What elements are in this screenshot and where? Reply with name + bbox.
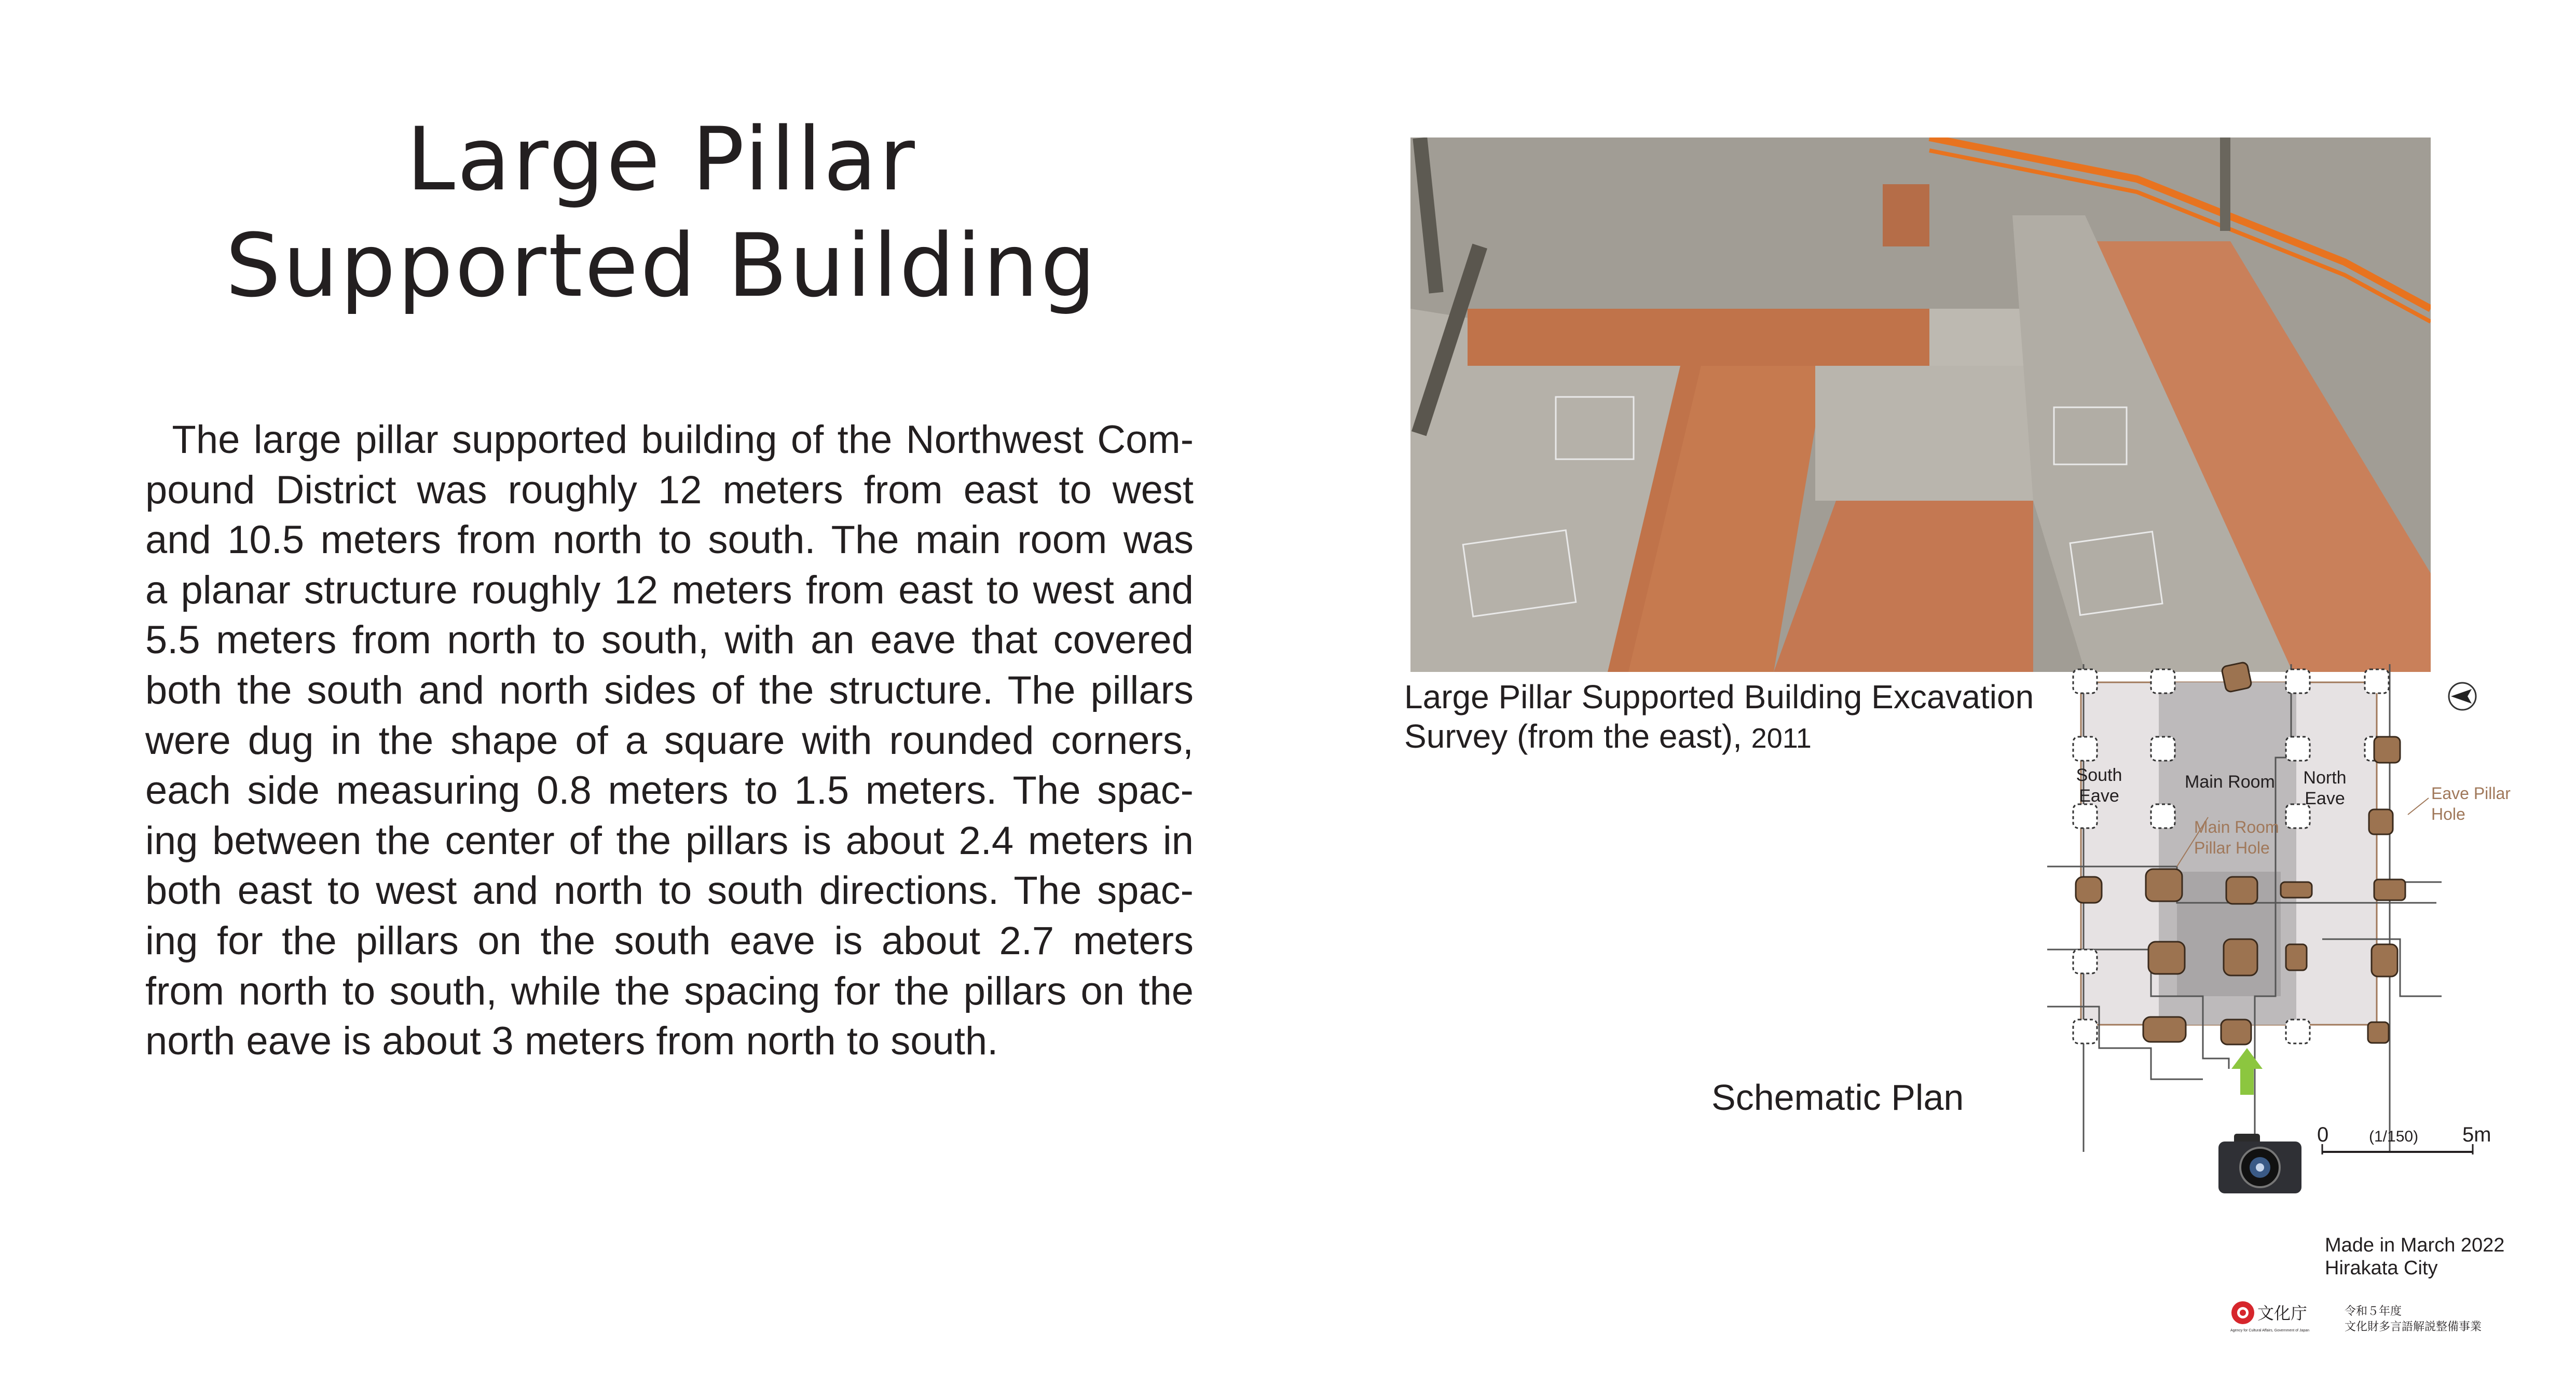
scale-max: 5m bbox=[2462, 1123, 2491, 1146]
made-date: Made in March 2022 bbox=[2325, 1234, 2505, 1256]
camera-icon bbox=[2218, 1134, 2301, 1193]
program-line-2: 文化財多言語解説整備事業 bbox=[2345, 1320, 2482, 1333]
label-main-room-pillar-hole-1: Main Room bbox=[2194, 818, 2279, 836]
agency-logo-text: 文化庁 bbox=[2257, 1303, 2308, 1323]
body-line: north eave is about 3 meters from north to south. bbox=[145, 1019, 998, 1064]
body-line: both the south and north sides of the structure. The pillars bbox=[145, 668, 1194, 712]
schematic-plan-label: Schematic Plan bbox=[1711, 1077, 1964, 1118]
photo-caption bbox=[1404, 677, 2079, 758]
label-main-room: Main Room bbox=[2185, 772, 2275, 792]
page-title bbox=[130, 106, 1194, 319]
caption-line-1: Large Pillar Supported Building Excavation bbox=[1404, 678, 2034, 716]
label-eave-pillar-hole-2: Hole bbox=[2431, 805, 2465, 823]
body-line: a planar structure roughly 12 meters from east to west and bbox=[145, 568, 1194, 612]
scale-ratio: (1/150) bbox=[2369, 1128, 2419, 1145]
schematic-plan bbox=[2047, 633, 2566, 1230]
scale-bar bbox=[2317, 1123, 2491, 1154]
label-north-eave-1: North bbox=[2303, 768, 2347, 788]
program-name bbox=[2345, 1303, 2482, 1335]
body-line: 5.5 meters from north to south, with an eave that covered bbox=[145, 618, 1194, 663]
made-credit bbox=[2325, 1234, 2504, 1280]
north-arrow-icon bbox=[2449, 683, 2476, 710]
description-text bbox=[145, 415, 1194, 1067]
body-line: each side measuring 0.8 meters to 1.5 meters. The spac- bbox=[145, 768, 1194, 813]
agency-sub-text: Agency for Cultural Affairs, Government of Japan bbox=[2230, 1329, 2310, 1332]
scale-zero: 0 bbox=[2317, 1123, 2329, 1146]
label-south-eave-1: South bbox=[2076, 765, 2122, 785]
body-line: from north to south, while the spacing for the pillars on the bbox=[145, 969, 1194, 1013]
made-city: Hirakata City bbox=[2325, 1257, 2438, 1279]
caption-line-2 bbox=[1404, 717, 2079, 758]
title-line-2: Supported Building bbox=[225, 215, 1098, 317]
agency-logo bbox=[2230, 1297, 2511, 1339]
agency-emblem-icon bbox=[2231, 1301, 2254, 1324]
label-eave-pillar-hole-1: Eave Pillar bbox=[2431, 784, 2511, 803]
label-main-room-pillar-hole-2: Pillar Hole bbox=[2194, 838, 2270, 857]
body-line: and 10.5 meters from north to south. The main room was bbox=[145, 518, 1194, 562]
body-line: pound District was roughly 12 meters from east to west bbox=[145, 467, 1194, 512]
camera-direction-arrow-icon bbox=[2231, 1048, 2263, 1095]
body-line: ing between the center of the pillars is about 2.4 meters in bbox=[145, 818, 1194, 863]
program-line-1: 令和５年度 bbox=[2345, 1304, 2402, 1317]
body-line: ing for the pillars on the south eave is about 2.7 meters bbox=[145, 918, 1194, 963]
excavation-photo bbox=[1410, 137, 2431, 672]
label-north-eave-2: Eave bbox=[2305, 789, 2345, 808]
body-line: both east to west and north to south directions. The spac- bbox=[145, 869, 1194, 913]
title-line-1: Large Pillar bbox=[406, 108, 917, 210]
caption-line-2-text: Survey (from the east), bbox=[1404, 718, 1742, 755]
label-south-eave-2: Eave bbox=[2079, 786, 2119, 806]
body-line: were dug in the shape of a square with rounded corners, bbox=[145, 718, 1194, 763]
caption-year: 2011 bbox=[1751, 723, 1812, 754]
body-line: The large pillar supported building of the Northwest Com- bbox=[145, 418, 1194, 462]
